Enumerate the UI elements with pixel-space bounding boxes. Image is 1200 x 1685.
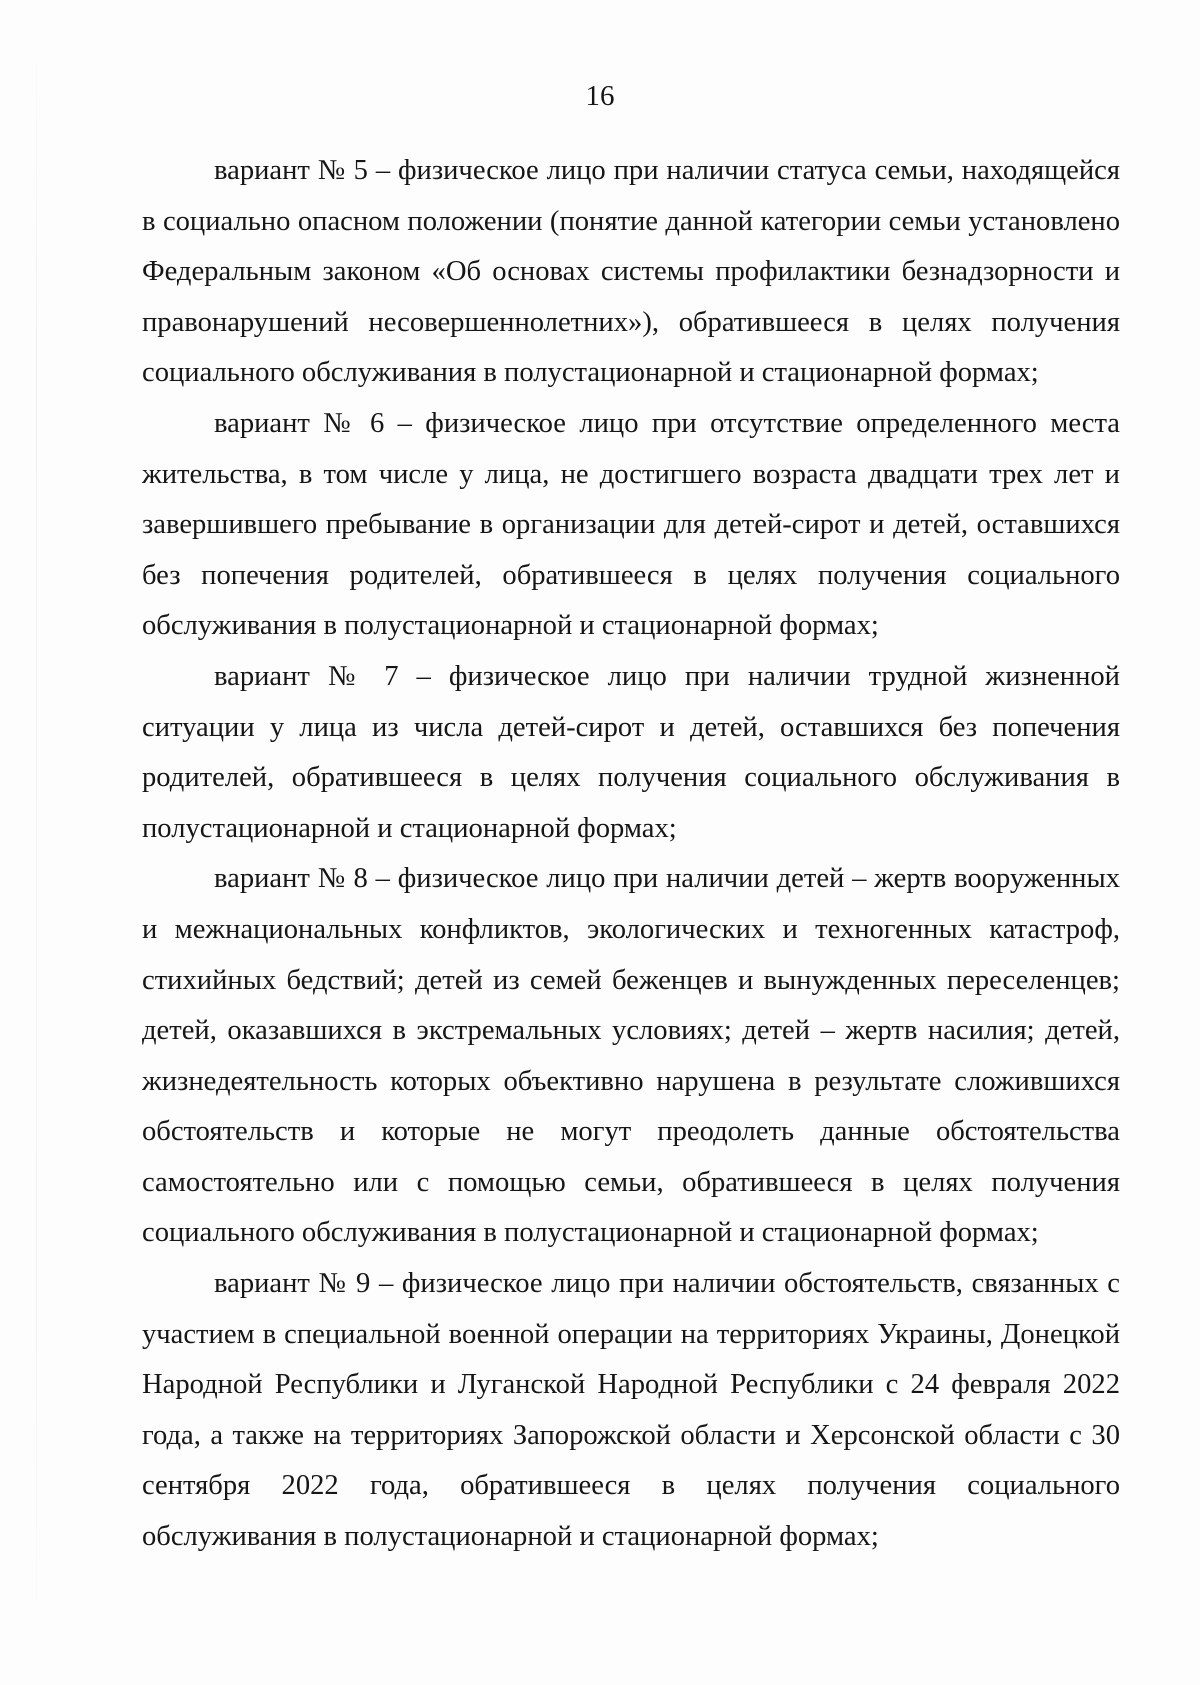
scan-edge-artifact	[36, 0, 37, 1685]
paragraph-variant-5: вариант № 5 – физическое лицо при наличии статуса семьи, находящейся в социально опасном положении (понятие данной категории семьи установлено Федеральным законом «Об основах системы профилактики безнадзорности и правонарушений несовершеннолетних»), обратившееся в целях получения социального обслуживания в полустационарной и стационарной формах;	[142, 155, 1120, 389]
paragraph-variant-9: вариант № 9 – физическое лицо при наличии обстоятельств, связанных с участием в специальной военной операции на территориях Украины, Донецкой Народной Республики и Луганской Народной Республики с 24 февраля 2022 года, а также на территориях Запорожской области и Херсонской области с 30 сентября 2022 года, обратившееся в целях получения социального обслуживания в полустационарной и стационарной формах;	[142, 1268, 1120, 1553]
paragraph-variant-6: вариант № 6 – физическое лицо при отсутствие определенного места жительства, в том числе у лица, не достигшего возраста двадцати трех лет и завершившего пребывание в организации для детей-сирот и детей, оставшихся без попечения родителей, обратившееся в целях получения социального обслуживания в полустационарной и стационарной формах;	[142, 407, 1120, 642]
paragraph-variant-8: вариант № 8 – физическое лицо при наличии детей – жертв вооруженных и межнациональных конфликтов, экологических и техногенных катастроф, стихийных бедствий; детей из семей беженцев и вынужденных переселенцев; детей, оказавшихся в экстремальных условиях; детей – жертв насилия; детей, жизнедеятельность которых объективно нарушена в результате сложившихся обстоятельств и которые не могут преодолеть данные обстоятельства самостоятельно или с помощью семьи, обратившееся в целях получения социального обслуживания в полустационарной и стационарной формах;	[142, 863, 1120, 1249]
paragraph-variant-7: вариант № 7 – физическое лицо при наличии трудной жизненной ситуации у лица из числа детей-сирот и детей, оставшихся без попечения родителей, обратившееся в целях получения социального обслуживания в полустационарной и стационарной формах;	[142, 660, 1120, 844]
page-number: 16	[585, 80, 615, 112]
document-body	[142, 146, 1120, 1563]
